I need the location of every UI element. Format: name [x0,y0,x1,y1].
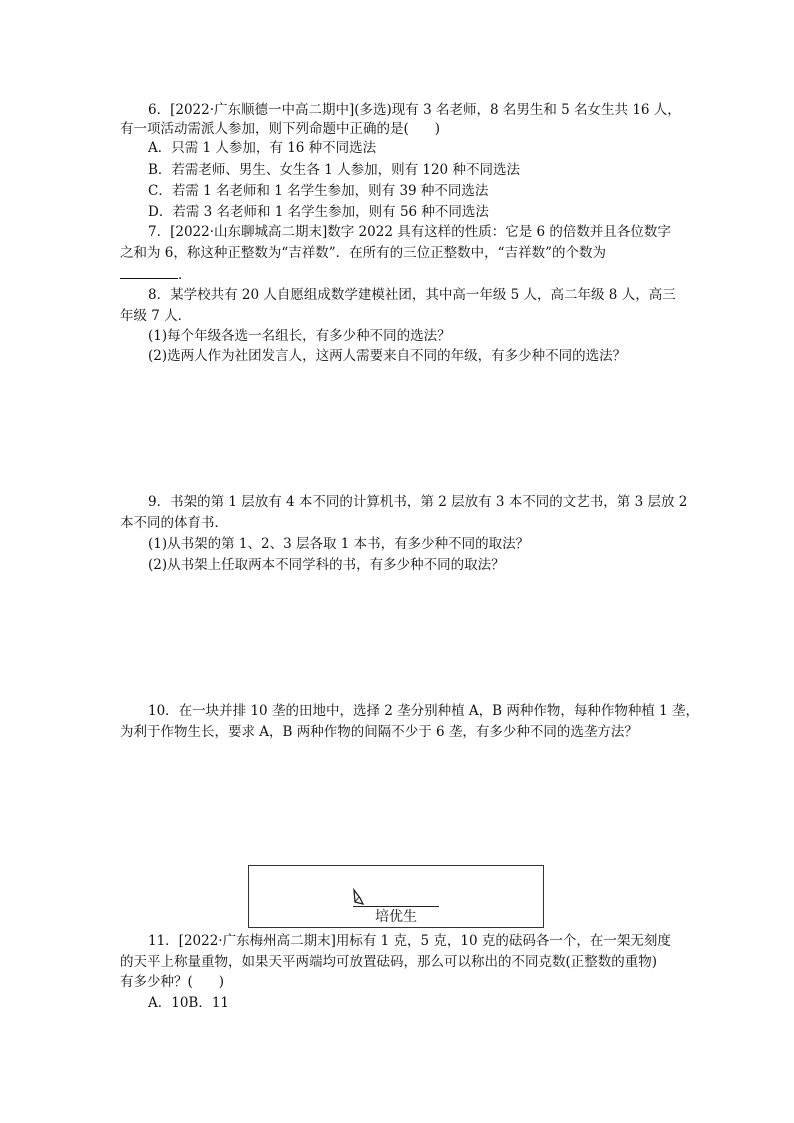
q11-options: A．10B．11 [148,995,230,1011]
q9-subquestion-2: (2)从书架上任取两本不同学科的书，有多少种不同的取法？ [148,557,505,573]
q6-option-a: A．只需 1 人参加，有 16 种不同选法 [148,140,377,156]
q11-stem-line3-close: ) [218,974,225,990]
q10-stem-line1: 10．在一块并排 10 垄的田地中，选择 2 垄分别种植 A，B 两种作物，每种作物种植 1 垄， [148,703,700,719]
q8-stem-line2: 年级 7 人． [120,308,192,324]
q6-stem-line1: 6．[2022·广东顺德一中高二期中](多选)现有 3 名老师，8 名男生和 5 名女生共 16 人， [148,102,681,118]
q8-subquestion-2: (2)选两人作为社团发言人，这两人需要来自不同的年级，有多少种不同的选法？ [148,348,627,364]
q7-stem-line1: 7．[2022·山东聊城高二期末]数字 2022 具有这样的性质：它是 6 的倍数并且各位数字 [148,224,671,240]
q6-stem-line2 [120,119,440,139]
banner-caption: 培优生 [375,909,417,925]
fill-in-blank [120,264,178,279]
q8-stem-line1: 8．某学校共有 20 人自愿组成数学建模社团，其中高一年级 5 人，高二年级 8 人，高三 [148,287,676,303]
q7-stem-line3-end: ． [178,267,192,283]
q7-stem-line2: 之和为 6，称这种正整数为“吉祥数”．在所有的三位正整数中，“吉祥数”的个数为 [120,245,606,261]
banner-rule [353,906,439,907]
q11-stem-line1: 11．[2022·广东梅州高二期末]用标有 1 克，5 克，10 克的砝码各一个，在一架无刻度 [148,933,671,949]
q6-stem-line2-text: 有一项活动需派人参加，则下列命题中正确的是( [120,121,409,137]
q10-stem-line2: 为利于作物生长，要求 A，B 两种作物的间隔不少于 6 垄，有多少种不同的选垄方法？ [120,724,638,740]
q6-stem-line2-close: ) [434,121,441,137]
q11-stem-line2: 的天平上称量重物，如果天平两端均可放置砝码，那么可以称出的不同克数(正整数的重物) [120,954,658,970]
pen-icon [351,888,365,906]
q8-subquestion-1: (1)每个年级各选一名组长，有多少种不同的选法？ [148,328,451,344]
q6-option-b: B．若需老师、男生、女生各 1 人参加，则有 120 种不同选法 [148,162,520,178]
q7-stem-line3 [120,264,192,285]
q9-stem-line1: 9．书架的第 1 层放有 4 本不同的计算机书，第 2 层放有 3 本不同的文艺书，第 3 层放 2 [148,494,688,510]
q11-stem-line3-text: 有多少种？( [120,974,193,990]
q9-stem-line2: 本不同的体育书． [120,515,228,531]
section-banner [248,865,544,928]
q6-option-d: D．若需 3 名老师和 1 名学生参加，则有 56 种不同选法 [148,204,489,220]
q6-option-c: C．若需 1 名老师和 1 名学生参加，则有 39 种不同选法 [148,183,489,199]
q9-subquestion-1: (1)从书架的第 1、2、3 层各取 1 本书，有多少种不同的取法？ [148,536,530,552]
q11-stem-line3 [120,972,224,992]
